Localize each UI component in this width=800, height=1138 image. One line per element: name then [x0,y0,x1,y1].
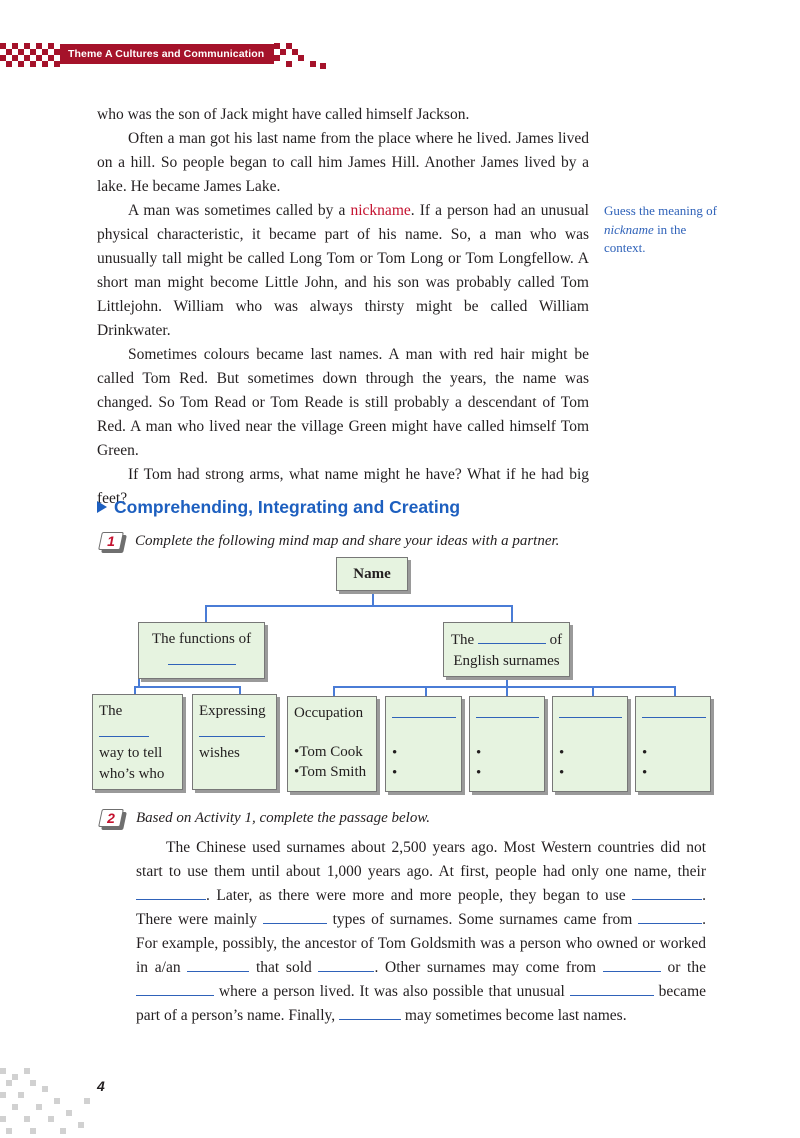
mind-map-occupation-box: Occupation •Tom Cook •Tom Smith [287,696,377,792]
mind-map-wishes-box: Expressing wishes [192,694,277,790]
mind-map-root: Name [336,557,408,591]
answer-blank[interactable] [339,1005,401,1021]
occupation-example: •Tom Cook [294,743,363,760]
reading-paragraph: Sometimes colours became last names. A man with red hair might be called Tom Red. But sometimes down through the years, the name was changed. So Tom Read or Tom Reade is still probably a descendant of Tom Red. A man who lived near the village Green might have called himself Tom Green. [97,346,589,459]
mind-map-blank-category-box: • • [552,696,628,792]
activity-2-instruction: Based on Activity 1, complete the passage below. [136,810,430,826]
answer-blank[interactable] [392,703,456,718]
answer-blank[interactable] [603,957,661,973]
header-pixel-pattern-left [0,43,60,65]
reading-paragraph: who was the son of Jack might have called himself Jackson. [97,106,470,123]
page-number: 4 [97,1078,105,1094]
footer-pixel-pattern [0,1068,100,1138]
reading-paragraph: A man was sometimes called by a nickname. If a person had an unusual physical characteristic, it became part of his name. So, a man who was unusually tall might be called Long Tom or Tom Long or Tom Longfellow. A short man might become Little John, and his son was probably called Tom Littlejohn. William who was always thirsty might be called William Drinkwater. [97,202,589,339]
activity-1-instruction: Complete the following mind map and share your ideas with a partner. [135,533,560,549]
section-heading: Comprehending, Integrating and Creating [97,497,460,518]
answer-blank[interactable] [168,650,236,665]
answer-blank[interactable] [559,703,622,718]
mind-map-blank-category-box: • • [469,696,545,792]
answer-blank[interactable] [642,703,706,718]
answer-blank[interactable] [476,703,539,718]
activity-1-badge: 1 [100,532,126,554]
mind-map-way-box: The way to tell who’s who [92,694,183,790]
header-pixel-pattern-right [274,43,334,69]
activity-2-badge: 2 [100,809,126,831]
header-theme-label: Theme A Cultures and Communication [68,48,265,60]
mind-map-functions-box: The functions of [138,622,265,679]
reading-paragraph: If Tom had strong arms, what name might he have? What if he had big feet? [97,466,589,507]
answer-blank[interactable] [570,981,654,997]
keyword-nickname: nickname [350,202,411,219]
occupation-example: •Tom Smith [294,764,367,780]
answer-blank[interactable] [638,909,702,925]
fill-in-passage [136,836,706,1028]
answer-blank[interactable] [478,629,546,644]
answer-blank[interactable] [136,885,206,901]
answer-blank[interactable] [318,957,374,973]
mind-map-origins-box: The of English surnames [443,622,570,677]
passage-paragraph: The Chinese used surnames about 2,500 years ago. Most Western countries did not start to use them until about 1,000 years ago. At first, people had only one name, their . Later, as there were more and more people, they began to use . There were mainly types of surnames. Some surnames came from . For example, possibly, the ancestor of Tom Goldsmith was a person who owned or worked in a/an that sold . Other surnames may come from or the where a person lived. It was also possible that unusual became part of a person’s name. Finally, may sometimes become last names. [136,839,707,1024]
answer-blank[interactable] [136,981,214,997]
answer-blank[interactable] [263,909,327,925]
reading-text [97,103,589,511]
mind-map-blank-category-box: • • [635,696,711,792]
answer-blank[interactable] [99,722,149,737]
answer-blank[interactable] [632,885,702,901]
margin-note: Guess the meaning of nickname in the context. [604,203,718,255]
answer-blank[interactable] [187,957,249,973]
answer-blank[interactable] [199,722,265,737]
triangle-bullet-icon [97,501,107,513]
mind-map-blank-category-box: • • [385,696,462,792]
reading-paragraph: Often a man got his last name from the place where he lived. James lived on a hill. So people began to call him James Hill. Another James lived by a lake. He became James Lake. [97,130,589,195]
